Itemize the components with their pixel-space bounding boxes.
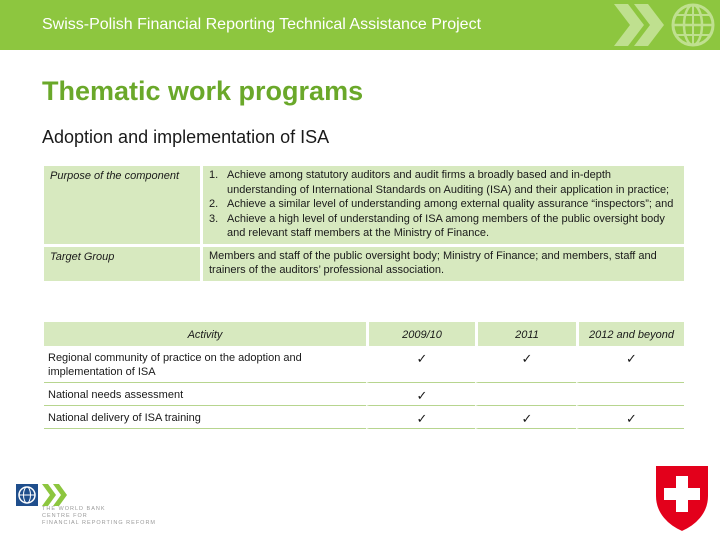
purpose-row [44,166,684,244]
table-row [44,348,684,383]
slide-subtitle: Adoption and implementation of ISA [42,127,330,147]
purpose-item [209,212,678,241]
slide-title: Thematic work programs [42,76,364,106]
purpose-item [209,168,678,197]
swiss-shield-icon [652,462,712,534]
table-row [44,408,684,429]
purpose-label: Purpose of the component [44,166,203,244]
purpose-item [209,197,678,212]
target-group-row [44,247,684,281]
check-icon: ✓ [576,348,684,383]
globe-icon [668,0,718,50]
table-header-row [44,322,684,346]
caption-line: FINANCIAL REPORTING REFORM [42,520,157,526]
activity-name: Regional community of practice on the adoption and implementation of ISA [44,348,366,383]
header-2011: 2011 [475,322,576,346]
header-title: Swiss-Polish Financial Reporting Technical Assistance Project [42,16,482,33]
check-icon: ✓ [475,408,576,429]
purpose-item-text: Achieve a high level of understanding of ISA among members of the public oversight body and relevant staff members at the Ministry of Finance. [227,212,665,239]
header-activity: Activity [44,322,366,346]
caption-line: THE WORLD BANK [42,506,106,512]
table-row [44,385,684,406]
purpose-item-number: 3. [209,212,219,225]
header-2009-10: 2009/10 [366,322,475,346]
check-icon: ✓ [475,348,576,383]
header-bar [0,0,720,50]
check-icon: ✓ [366,385,475,406]
activity-schedule-table [44,320,684,431]
check-icon: ✓ [366,408,475,429]
chevrons-icon [610,2,666,48]
purpose-item-text: Achieve a similar level of understanding among external quality assurance “inspectors”; and [227,198,674,210]
caption-line: CENTRE FOR [42,513,88,519]
check-icon: ✓ [366,348,475,383]
check-icon: ✓ [576,408,684,429]
empty-cell [576,385,684,406]
world-bank-caption [42,506,156,527]
purpose-item-text: Achieve among statutory auditors and audit firms a broadly based and in-depth understanding of International Standards on Auditing (ISA) and their application in practice; [227,169,670,196]
component-info-table [44,163,684,284]
target-group-value: Members and staff of the public oversight body; Ministry of Finance; and members, staff and trainers of the auditors’ professional association. [203,247,684,281]
empty-cell [475,385,576,406]
activity-name: National delivery of ISA training [44,408,366,429]
header-2012-beyond: 2012 and beyond [576,322,684,346]
purpose-item-number: 1. [209,169,219,181]
activity-name: National needs assessment [44,385,366,406]
purpose-list [209,168,678,241]
target-group-label: Target Group [44,247,203,281]
world-bank-logo-icon [16,482,74,508]
purpose-value [203,166,684,244]
purpose-item-number: 2. [209,198,219,210]
